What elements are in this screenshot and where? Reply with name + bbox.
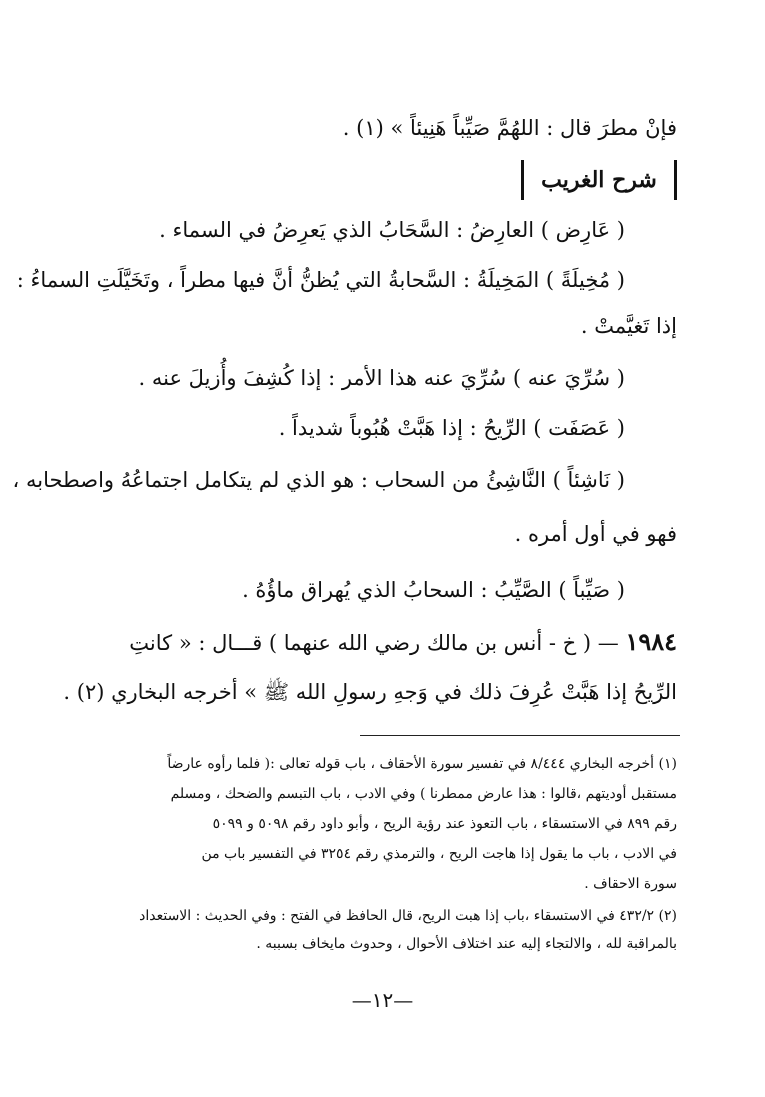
hadith-line-2: الرِّيحُ إذا هَبَّتْ عُرِفَ ذلك في وَجهِ رسولِ الله ﷺ » أخرجه البخاري (٢) . [63,680,677,704]
gloss-aarid: ( عَارِض ) العارِضُ : السَّحَابُ الذي يَعرِضُ في السماء . [159,218,625,242]
hadith-line-1 [40,626,677,659]
hadith-number: ١٩٨٤ [625,627,677,656]
gloss-sayyib: ( صَيِّباً ) الصَّيِّبُ : السحابُ الذي يُهراق ماؤُهُ . [242,578,625,602]
gloss-mukhila-continued: إذا تَغيَّمتْ . [580,314,677,338]
footnote-1-line-4: في الادب ، باب ما يقول إذا هاجت الريح ، والترمذي رقم ٣٢٥٤ في التفسير باب من [201,846,677,862]
gloss-mukhila: ( مُخِيلَةً ) المَخِيلَةُ : السَّحابةُ التي يُظنُّ أنَّ فيها مطراً ، وتَخَيَّلَتِ السماءُ : [16,268,625,292]
footnote-separator [360,735,680,736]
gloss-surriya: ( سُرِّيَ عنه ) سُرِّيَ عنه هذا الأمر : إذا كُشِفَ وأُزيلَ عنه . [138,366,625,390]
footnote-1-line-3: رقم ٨٩٩ في الاستسقاء ، باب التعوذ عند رؤية الريح ، وأبو داود رقم ٥٠٩٨ و ٥٠٩٩ [212,816,677,832]
hadith-line-1-text: — ( خ - أنس بن مالك رضي الله عنهما ) قـــال : « كانتِ [129,631,619,655]
text-line-1: فإنْ مطرَ قال : اللهُمَّ صَيِّباً هَنِيئاً » (١) . [342,116,677,140]
footnote-2-line-2: بالمراقبة لله ، والالتجاء إليه عند اختلاف الأحوال ، وحدوث مايخاف بسببه . [256,936,677,952]
gloss-asafat: ( عَصَفَت ) الرِّيحُ : إذا هَبَّتْ هُبُوباً شديداً . [278,416,625,440]
page-number: —١٢— [351,988,414,1012]
footnote-1-line-2: مستقبل أوديتهم ،قالوا : هذا عارض ممطرنا ) وفي الادب ، باب التبسم والضحك ، ومسلم [170,786,677,802]
footnote-1-line-5: سورة الاحقاف . [584,876,677,892]
section-heading: شرح الغريب [521,160,677,200]
gloss-nashi-continued: فهو في أول أمره . [514,522,677,546]
gloss-nashi: ( نَاشِئاً ) النَّاشِئُ من السحاب : هو الذي لم يتكامل اجتماعُهُ واصطحابه ، [12,468,625,492]
footnote-2-line-1: (٢) ٤٣٢/٢ في الاستسقاء ،باب إذا هبت الريح، قال الحافظ في الفتح : وفي الحديث : الاستعداد [139,908,677,924]
footnote-1-line-1: (١) أخرجه البخاري ٨/٤٤٤ في تفسير سورة الأحقاف ، باب قوله تعالى :( فلما رأوه عارضاً [167,756,677,772]
